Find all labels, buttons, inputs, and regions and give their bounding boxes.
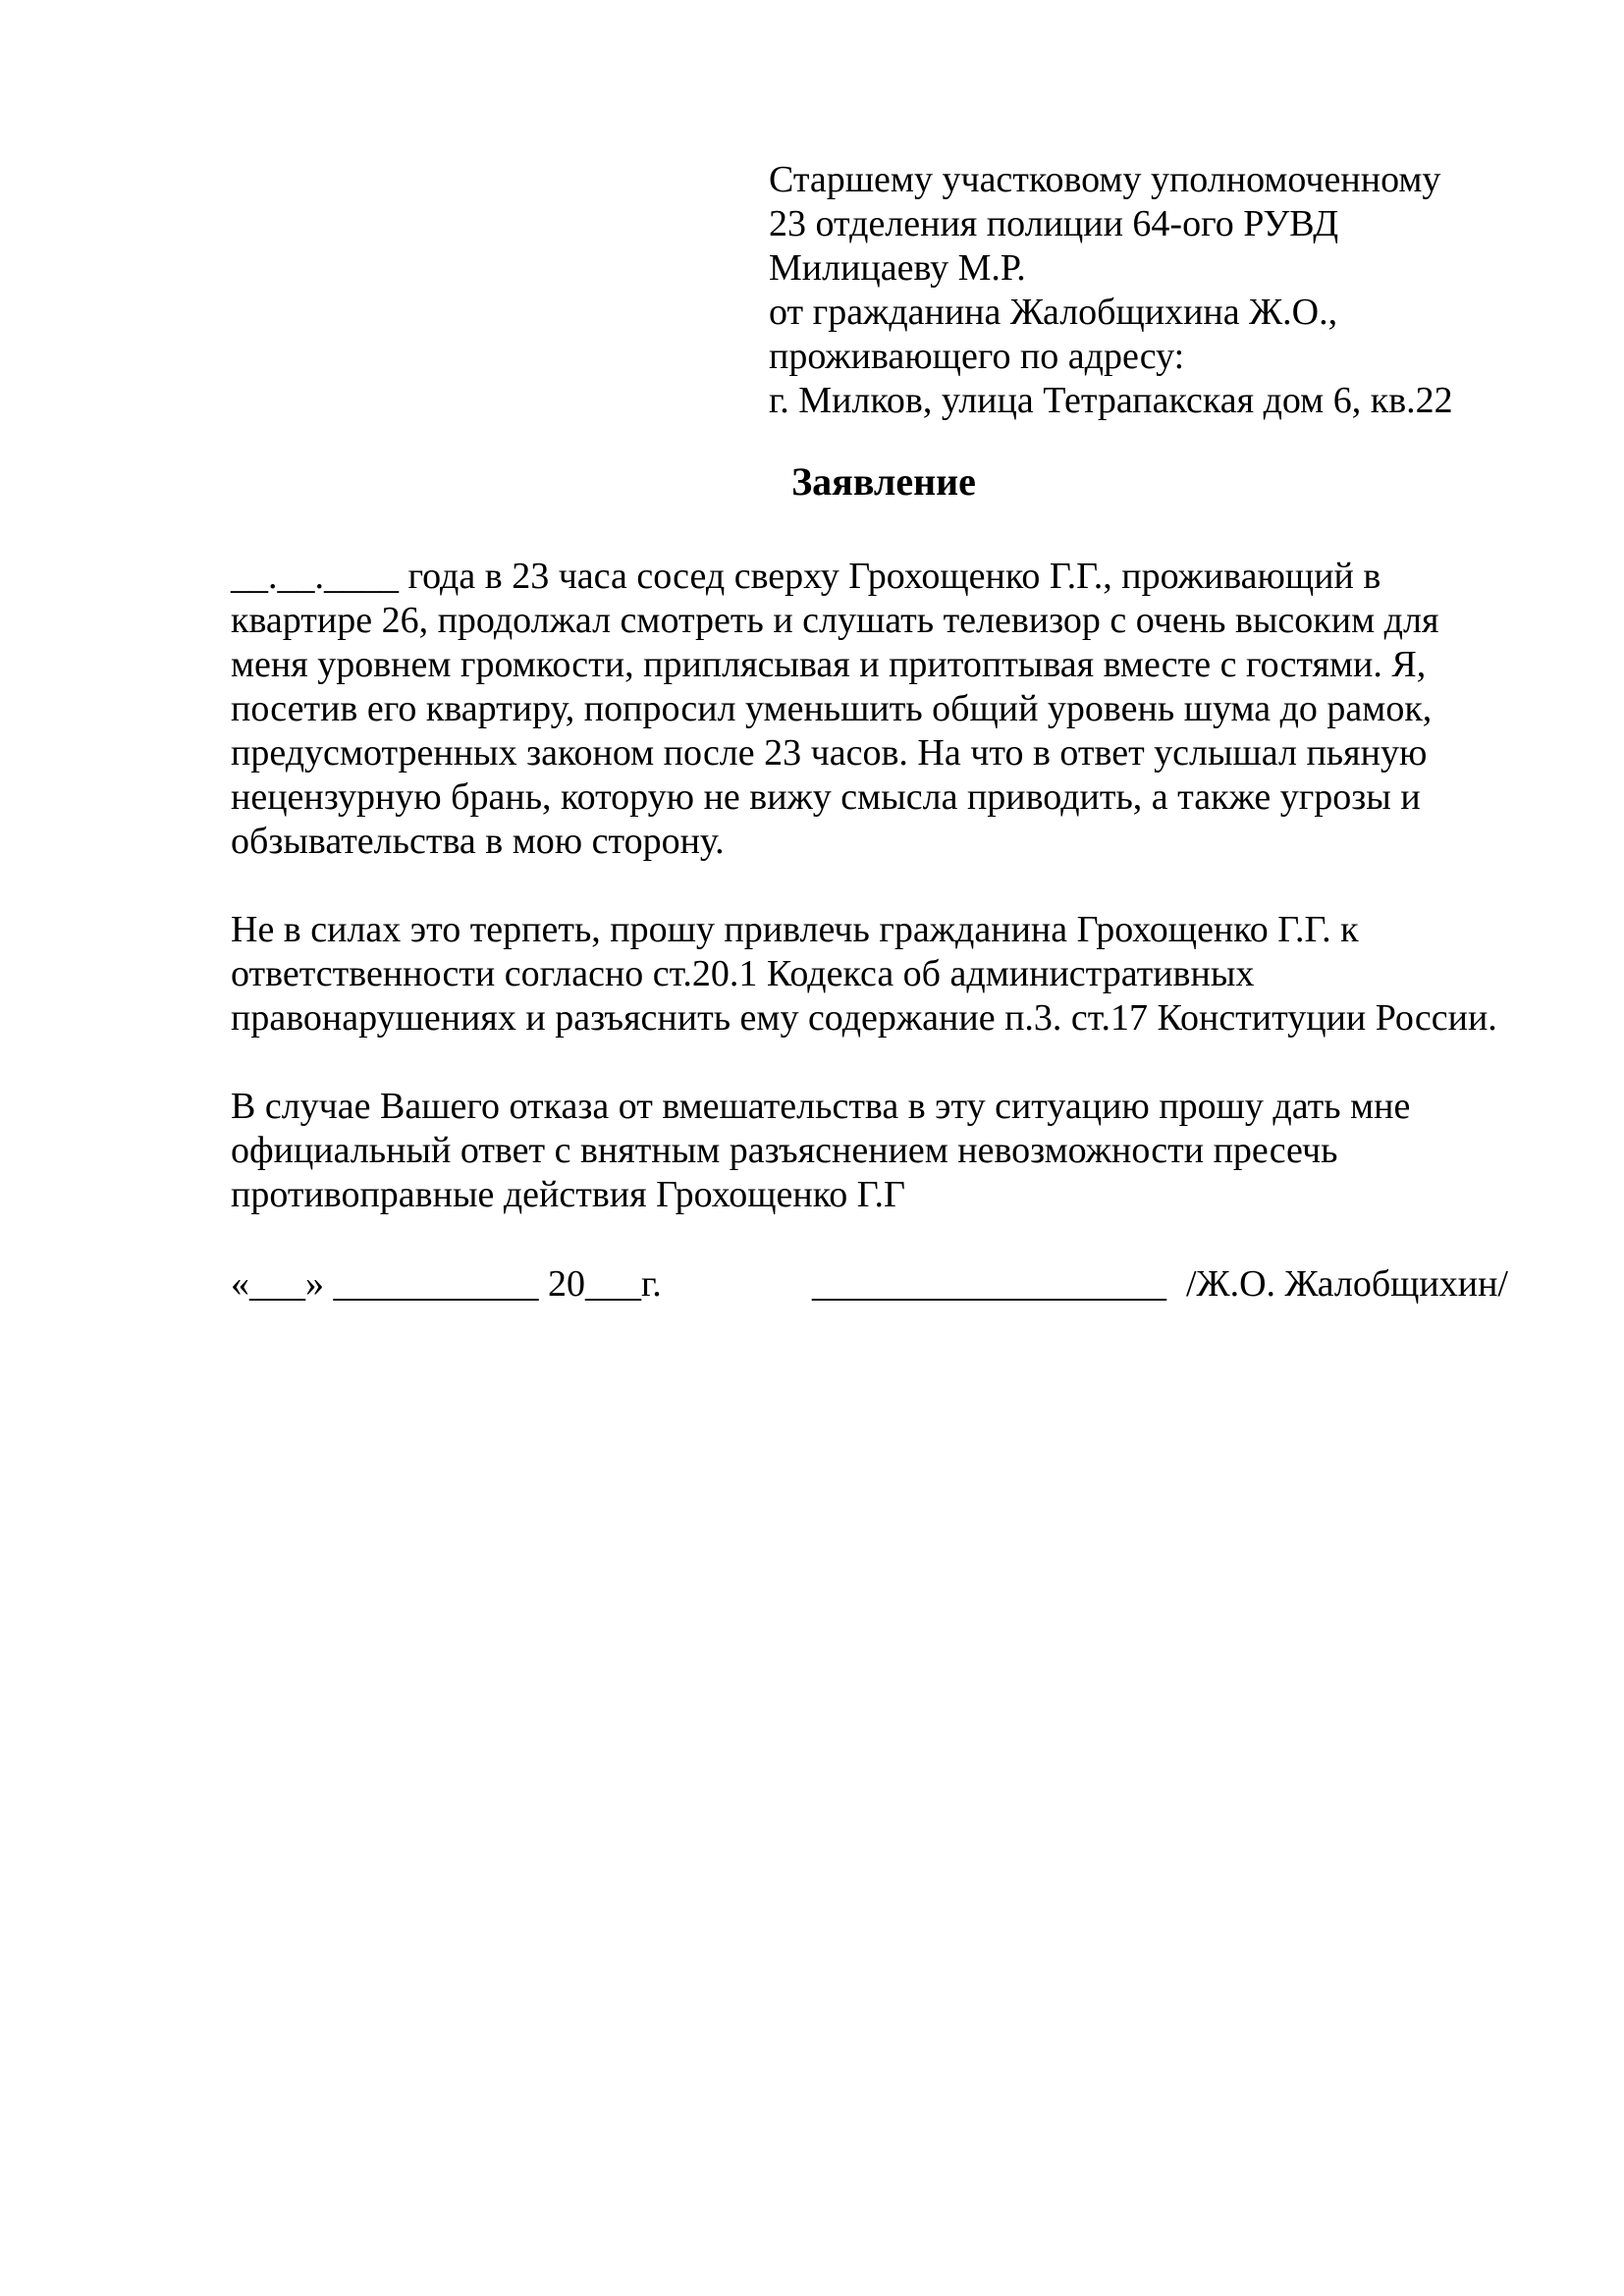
addressee-line: проживающего по адресу: — [769, 336, 1185, 377]
paragraph-incident — [231, 555, 1438, 864]
body-line: обзывательства в мою сторону. — [231, 821, 725, 862]
body-line: противоправные действия Грохощенко Г.Г — [231, 1174, 905, 1215]
body-line: __.__.____ года в 23 часа сосед сверху Грохощенко Г.Г., проживающий в — [231, 556, 1381, 597]
body-line: нецензурную брань, которую не вижу смысла приводить, а также угрозы и — [231, 776, 1421, 818]
addressee-block — [769, 158, 1453, 423]
body-line: посетив его квартиру, попросил уменьшить общий уровень шума до рамок, — [231, 688, 1433, 729]
body-line: меня уровнем громкости, приплясывая и притоптывая вместе с гостями. Я, — [231, 644, 1427, 685]
addressee-line: Милицаеву М.Р. — [769, 247, 1026, 289]
addressee-line: г. Милков, улица Тетрапакская дом 6, кв.22 — [769, 380, 1453, 421]
body-line: В случае Вашего отказа от вмешательства в эту ситуацию прошу дать мне — [231, 1086, 1411, 1127]
paragraph-request — [231, 908, 1497, 1041]
body-line: Не в силах это терпеть, прошу привлечь гражданина Грохощенко Г.Г. к — [231, 909, 1359, 950]
addressee-line: 23 отделения полиции 64-ого РУВД — [769, 203, 1339, 244]
document-title: Заявление — [791, 459, 976, 504]
addressee-line: от гражданина Жалобщихина Ж.О., — [769, 292, 1338, 333]
paragraph-refusal-clause — [231, 1085, 1410, 1217]
addressee-line: Старшему участковому уполномоченному — [769, 159, 1441, 200]
body-line: предусмотренных законом после 23 часов. На что в ответ услышал пьяную — [231, 732, 1428, 774]
signature-date-blank: «___» ___________ 20___г. — [231, 1263, 662, 1305]
body-line: правонарушениях и разъяснить ему содержание п.3. ст.17 Конституции России. — [231, 997, 1497, 1039]
body-line: ответственности согласно ст.20.1 Кодекса об административных — [231, 953, 1255, 994]
body-line: квартире 26, продолжал смотреть и слушать телевизор с очень высоким для — [231, 600, 1439, 641]
signature-name: /Ж.О. Жалобщихин/ — [1186, 1263, 1508, 1305]
body-line: официальный ответ с внятным разъяснением невозможности пресечь — [231, 1130, 1338, 1171]
signature-row — [0, 1262, 1624, 1307]
signature-blank-line: ___________________ — [812, 1263, 1166, 1305]
